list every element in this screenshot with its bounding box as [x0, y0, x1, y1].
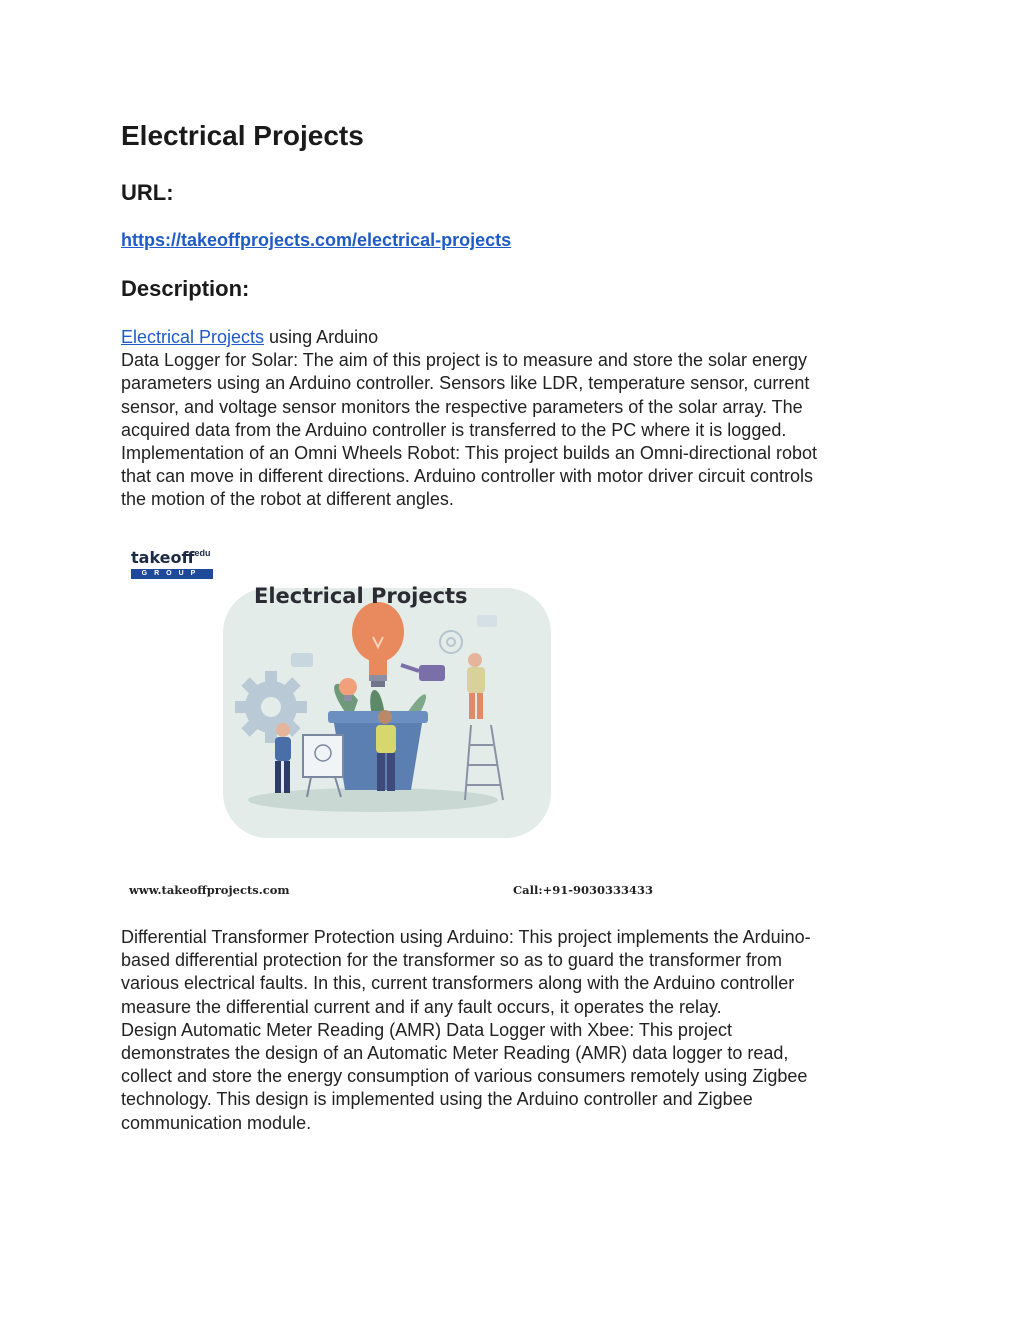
paragraph-line: collect and store the energy consumption of various consumers remotely using Zigbee: [121, 1066, 808, 1087]
promo-banner-image: [121, 540, 681, 900]
paragraph-line: that can move in different directions. Arduino controller with motor driver circuit controls: [121, 466, 813, 487]
paragraph-line: Implementation of an Omni Wheels Robot: This project builds an Omni-directional robot: [121, 443, 817, 464]
gear-icon: [235, 671, 307, 743]
chat-bubble-icon: [291, 653, 313, 667]
paragraph-line: the motion of the robot at different angles.: [121, 489, 454, 510]
electrical-projects-link[interactable]: Electrical Projects: [121, 327, 265, 347]
logo-group-bar: GROUP: [131, 569, 213, 579]
paragraph-line: various electrical faults. In this, current transformers along with the Arduino controller: [121, 973, 795, 994]
page-title: Electrical Projects: [121, 120, 364, 151]
description-heading: Description:: [121, 276, 250, 301]
paragraph-line: sensor, and voltage sensor monitors the respective parameters of the solar array. The: [121, 396, 803, 417]
paragraph-line: parameters using an Arduino controller. Sensors like LDR, temperature sensor, current: [121, 373, 810, 394]
paragraph-line: Design Automatic Meter Reading (AMR) Data Logger with Xbee: This project: [121, 1019, 732, 1040]
intro-rest: using Arduino: [264, 327, 379, 347]
paragraph-line: technology. This design is implemented using the Arduino controller and Zigbee: [121, 1089, 753, 1110]
url-link[interactable]: https://takeoffprojects.com/electrical-projects: [121, 230, 512, 250]
intro-line: [121, 326, 911, 349]
description-paragraph-1: [121, 326, 911, 512]
paragraph-line: Differential Transformer Protection using Arduino: This project implements the Arduino-: [121, 927, 811, 947]
banner-phone: Call:+91-9030333433: [513, 883, 654, 897]
paragraph-line: Data Logger for Solar: The aim of this project is to measure and store the solar energy: [121, 350, 808, 371]
description-paragraph-2: [121, 926, 911, 1135]
paragraph-line: acquired data from the Arduino controller is transferred to the PC where it is logged.: [121, 419, 787, 440]
banner-website: www.takeoffprojects.com: [129, 883, 290, 897]
logo-text: takeoff: [131, 548, 195, 567]
logo-edu: edu: [194, 548, 211, 558]
banner-title: Electrical Projects: [254, 584, 468, 608]
takeoff-logo: [131, 548, 213, 579]
paragraph-line: demonstrates the design of an Automatic Meter Reading (AMR) data logger to read,: [121, 1043, 789, 1064]
electrical-illustration: [223, 585, 551, 840]
paragraph-line: measure the differential current and if any fault occurs, it operates the relay.: [121, 996, 722, 1017]
chat-bubble-icon: [477, 615, 497, 627]
url-heading: URL:: [121, 180, 174, 205]
paragraph-line: based differential protection for the transformer so as to guard the transformer from: [121, 950, 782, 971]
paragraph-line: communication module.: [121, 1112, 312, 1133]
